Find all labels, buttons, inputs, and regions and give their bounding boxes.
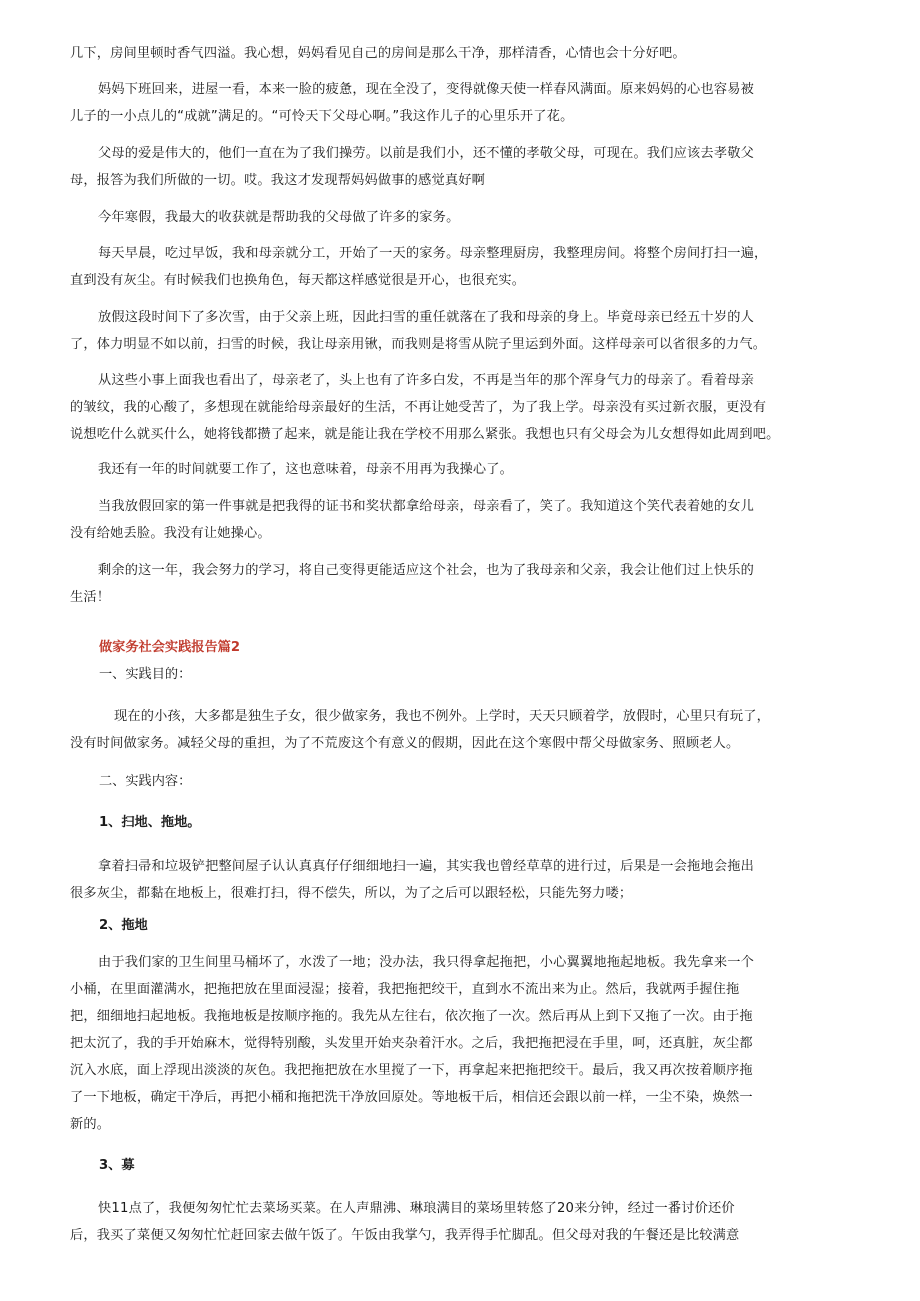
text-line: 母，报答为我们所做的一切。哎。我这才发现帮妈妈做事的感觉真好啊 [70, 173, 486, 188]
text-line: 每天早晨，吃过早饭，我和母亲就分工，开始了一天的家务。母亲整理厨房，我整理房间。将整个房间打扫一遍， [98, 246, 768, 261]
text-line: 了一下地板，确定干净后，再把小桶和拖把洗干净放回原处。等地板干后，相信还会跟以前一样，一尘不染，焕然一 [70, 1090, 753, 1105]
text-line: 很多灰尘，都黏在地板上，很难打扫，得不偿失，所以，为了之后可以跟轻松，只能先努力喽； [70, 886, 633, 901]
text-line: 由于我们家的卫生间里马桶坏了，水泼了一地；没办法，我只得拿起拖把，小心翼翼地拖起地板。我先拿来一个 [98, 955, 754, 970]
text-line: 妈妈下班回来，进屋一看，本来一脸的疲惫，现在全没了，变得就像天使一样春风满面。原来妈妈的心也容易被 [98, 82, 754, 97]
text-line: 我还有一年的时间就要工作了，这也意味着，母亲不用再为我操心了。 [98, 462, 514, 477]
paragraph-13 [70, 949, 760, 1138]
text-line: 新的。 [70, 1117, 111, 1132]
text-line: 剩余的这一年，我会努力的学习，将自己变得更能适应这个社会，也为了我母亲和父亲，我会让他们过上快乐的 [98, 563, 754, 578]
paragraph-9 [70, 493, 760, 547]
text-line: 拿着扫帚和垃圾铲把整间屋子认认真真仔仔细细地扫一遍，其实我也曾经草草的进行过，后果是一会拖地会拖出 [98, 859, 754, 874]
text-line: 把，细细地扫起地板。我拖地板是按顺序拖的。我先从左往右，依次拖了一次。然后再从上到下又拖了一次。由于拖 [70, 1009, 753, 1024]
paragraph-2 [70, 76, 760, 130]
text-line: 的皱纹，我的心酸了，多想现在就能给母亲最好的生活，不再让她受苦了，为了我上学。母亲没有买过新衣服，更没有 [70, 400, 767, 415]
paragraph-5 [70, 240, 768, 294]
paragraph-14 [70, 1195, 760, 1249]
text-line: 放假这段时间下了多次雪，由于父亲上班，因此扫雪的重任就落在了我和母亲的身上。毕竟母亲已经五十岁的人 [98, 310, 754, 325]
heading-item-3: 3、募 [99, 1158, 135, 1173]
text-line: 当我放假回家的第一件事就是把我得的证书和奖状都拿给母亲，母亲看了，笑了。我知道这个笑代表着她的女儿 [98, 499, 754, 514]
paragraph-3 [70, 140, 760, 194]
text-line: 后，我买了菜便又匆匆忙忙赶回家去做午饭了。午饭由我掌勺，我弄得手忙脚乱。但父母对我的午餐还是比较满意 [70, 1228, 740, 1243]
paragraph-10 [70, 557, 760, 611]
paragraph-8 [70, 456, 760, 483]
text-line: 儿子的一小点儿的“成就”满足的。“可怜天下父母心啊。”我这作儿子的心里乐开了花。 [70, 109, 574, 124]
heading-purpose: 一、实践目的： [99, 667, 192, 682]
paragraph-4 [70, 204, 760, 231]
text-line: 几下，房间里顿时香气四溢。我心想，妈妈看见自己的房间是那么干净，那样清香，心情也会十分好吧。 [70, 46, 686, 61]
text-line: 从这些小事上面我也看出了，母亲老了，头上也有了许多白发，不再是当年的那个浑身气力的母亲了。看着母亲 [98, 373, 754, 388]
text-line: 生活！ [70, 590, 111, 605]
paragraph-12 [70, 853, 760, 907]
text-line: 父母的爱是伟大的，他们一直在为了我们操劳。以前是我们小，还不懂的孝敬父母，可现在。我们应该去孝敬父 [98, 146, 754, 161]
heading-item-1: 1、扫地、拖地。 [99, 815, 201, 830]
text-line: 现在的小孩，大多都是独生子女，很少做家务，我也不例外。上学时，天天只顾着学，放假时，心里只有玩了， [114, 709, 770, 724]
heading-item-2: 2、拖地 [99, 918, 148, 933]
paragraph-1 [70, 40, 760, 67]
text-line: 把太沉了，我的手开始麻木，觉得特别酸，头发里开始夹杂着汗水。之后，我把拖把浸在手里，呵，还真脏，灰尘都 [70, 1036, 753, 1051]
text-line: 没有给她丢脸。我没有让她操心。 [70, 526, 271, 541]
text-line: 今年寒假，我最大的收获就是帮助我的父母做了许多的家务。 [98, 210, 460, 225]
text-line: 没有时间做家务。减轻父母的重担，为了不荒废这个有意义的假期，因此在这个寒假中帮父母做家务、照顾老人。 [70, 736, 740, 751]
text-line: 沉入水底，面上浮现出淡淡的灰色。我把拖把放在水里搅了一下，再拿起来把拖把绞干。最后，我又再次按着顺序拖 [70, 1063, 753, 1078]
text-line: 说想吃什么就买什么，她将钱都攒了起来，就是能让我在学校不用那么紧张。我想也只有父母会为儿女想得如此周到吧。 [70, 427, 780, 442]
section-title: 做家务社会实践报告篇2 [99, 640, 241, 655]
text-line: 直到没有灰尘。有时候我们也换角色，每天都这样感觉很是开心，也很充实。 [70, 273, 526, 288]
text-line: 小桶，在里面灌满水，把拖把放在里面浸湿；接着，我把拖把绞干，直到水不流出来为止。然后，我就两手握住拖 [70, 982, 740, 997]
text-line: 快11点了，我便匆匆忙忙去菜场买菜。在人声鼎沸、琳琅满目的菜场里转悠了20来分钟，经过一番讨价还价 [98, 1201, 735, 1216]
text-line: 了，体力明显不如以前，扫雪的时候，我让母亲用锹，而我则是将雪从院子里运到外面。这样母亲可以省很多的力气。 [70, 337, 767, 352]
heading-content: 二、实践内容： [99, 774, 192, 789]
paragraph-7 [70, 367, 780, 448]
paragraph-6 [70, 304, 767, 358]
paragraph-11 [70, 703, 770, 757]
